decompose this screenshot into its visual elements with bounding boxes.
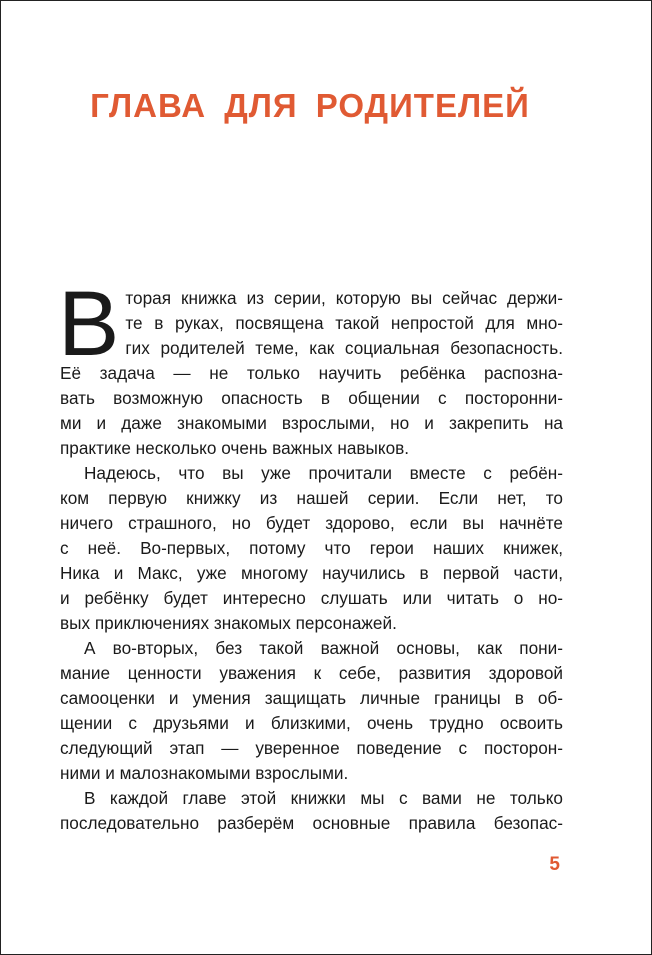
chapter-title: ГЛАВА ДЛЯ РОДИТЕЛЕЙ bbox=[90, 87, 530, 124]
text-line: ми и даже знакомыми взрослыми, но и закрепить на bbox=[60, 413, 563, 433]
text-line: мание ценности уважения к себе, развития здоровой bbox=[60, 663, 563, 683]
text-line: Надеюсь, что вы уже прочитали вместе с ребён- bbox=[84, 463, 563, 483]
text-line: с неё. Во-первых, потому что герои наших книжек, bbox=[60, 538, 563, 558]
text-line: ничего страшного, но будет здорово, если вы начнёте bbox=[60, 513, 563, 533]
text-line: А во-вторых, без такой важной основы, как пони- bbox=[84, 638, 563, 658]
page-number: 5 bbox=[549, 854, 560, 875]
text-line: гих родителей теме, как социальная безопасность. bbox=[125, 338, 563, 358]
text-line: следующий этап — уверенное поведение с посторон- bbox=[60, 738, 563, 758]
text-line: ком первую книжку из нашей серии. Если нет, то bbox=[60, 488, 563, 508]
paragraph-4 bbox=[60, 786, 563, 836]
text-line: вых приключениях знакомых персонажей. bbox=[60, 613, 397, 633]
text-line: щении с друзьями и близкими, очень трудно освоить bbox=[60, 713, 563, 733]
text-line: Ника и Макс, уже многому научились в первой части, bbox=[60, 563, 563, 583]
drop-cap: В bbox=[58, 273, 120, 375]
text-line: вать возможную опасность в общении с посторонни- bbox=[60, 388, 563, 408]
text-line: те в руках, посвящена такой непростой для мно- bbox=[125, 313, 563, 333]
body-text bbox=[58, 273, 563, 836]
text-line: практике несколько очень важных навыков. bbox=[60, 438, 410, 458]
text-line: ними и малознакомыми взрослыми. bbox=[60, 763, 349, 783]
text-line: торая книжка из серии, которую вы сейчас держи- bbox=[125, 288, 563, 308]
paragraph-1 bbox=[58, 273, 563, 461]
text-line: В каждой главе этой книжки мы с вами не только bbox=[84, 788, 563, 808]
text-line: и ребёнку будет интересно слушать или читать о но- bbox=[60, 588, 563, 608]
text-line: самооценки и умения защищать личные границы в об- bbox=[60, 688, 563, 708]
text-line: последовательно разберём основные правила безопас- bbox=[60, 813, 563, 833]
paragraph-3 bbox=[60, 636, 563, 786]
paragraph-2 bbox=[60, 461, 563, 636]
text-line: Её задача — не только научить ребёнка распозна- bbox=[60, 363, 563, 383]
